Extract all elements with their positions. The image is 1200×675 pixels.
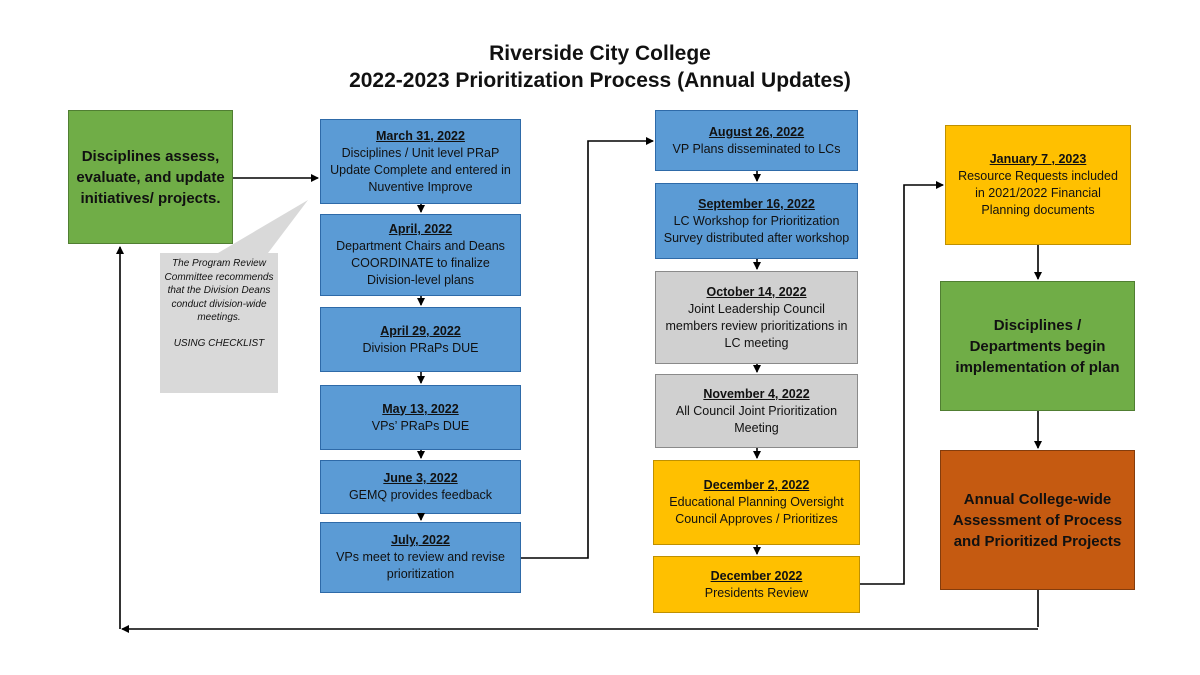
step-text: Division PRaPs DUE [362, 340, 479, 355]
step-text: VPs’ PRaPs DUE [371, 418, 470, 433]
callout-pointer [218, 200, 308, 253]
step-date: October 14, 2022 [706, 284, 807, 299]
step-text: Disciplines / Unit level PRaP Update Complete and entered in Nuventive Improve [330, 145, 511, 194]
page-title: Riverside City College [489, 42, 711, 65]
page-subtitle: 2022-2023 Prioritization Process (Annual Updates) [349, 69, 851, 92]
step-date: December 2, 2022 [703, 478, 810, 492]
step-text: All Council Joint Prioritization Meeting [675, 403, 838, 435]
step-date: May 13, 2022 [382, 401, 459, 416]
step-text: Resource Requests included in 2021/2022 Financial Planning documents [958, 169, 1118, 217]
step-text: Disciplines / Departments begin implementation of plan [955, 316, 1120, 376]
step-date: August 26, 2022 [708, 124, 805, 139]
step-date: November 4, 2022 [703, 386, 810, 401]
step-text: Presidents Review [704, 585, 809, 600]
step-date: April, 2022 [388, 222, 453, 236]
start-box-text: Disciplines assess, evaluate, and update initiatives/ projects. [76, 147, 225, 207]
callout-note-footer: USING CHECKLIST [173, 337, 265, 349]
step-date: March 31, 2022 [376, 128, 465, 143]
step-date: December 2022 [710, 568, 803, 583]
step-text: Department Chairs and Deans COORDINATE to finalize Division-level plans [336, 239, 505, 287]
step-text: Joint Leadership Council members review prioritizations in LC meeting [665, 301, 848, 350]
step-text: Annual College-wide Assessment of Process and Prioritized Projects [952, 490, 1123, 550]
step-date: April 29, 2022 [380, 323, 461, 338]
step-text: GEMQ provides feedback [348, 488, 493, 502]
step-text: VP Plans disseminated to LCs [672, 141, 841, 156]
arrow-july-to-august [521, 141, 653, 558]
step-date: July, 2022 [391, 533, 450, 547]
callout-note-text: The Program Review Committee recommends that the Division Deans conduct division-wide meetings. [164, 258, 274, 323]
step-text: Educational Planning Oversight Council Approves / Prioritizes [669, 495, 844, 526]
arrow-december-to-january [860, 185, 943, 584]
step-date: June 3, 2022 [383, 471, 458, 485]
step-text: LC Workshop for Prioritization Survey distributed after workshop [663, 213, 850, 245]
step-text: VPs meet to review and revise prioritization [336, 550, 505, 581]
step-date: September 16, 2022 [698, 196, 815, 211]
step-date: January 7 , 2023 [989, 152, 1087, 166]
